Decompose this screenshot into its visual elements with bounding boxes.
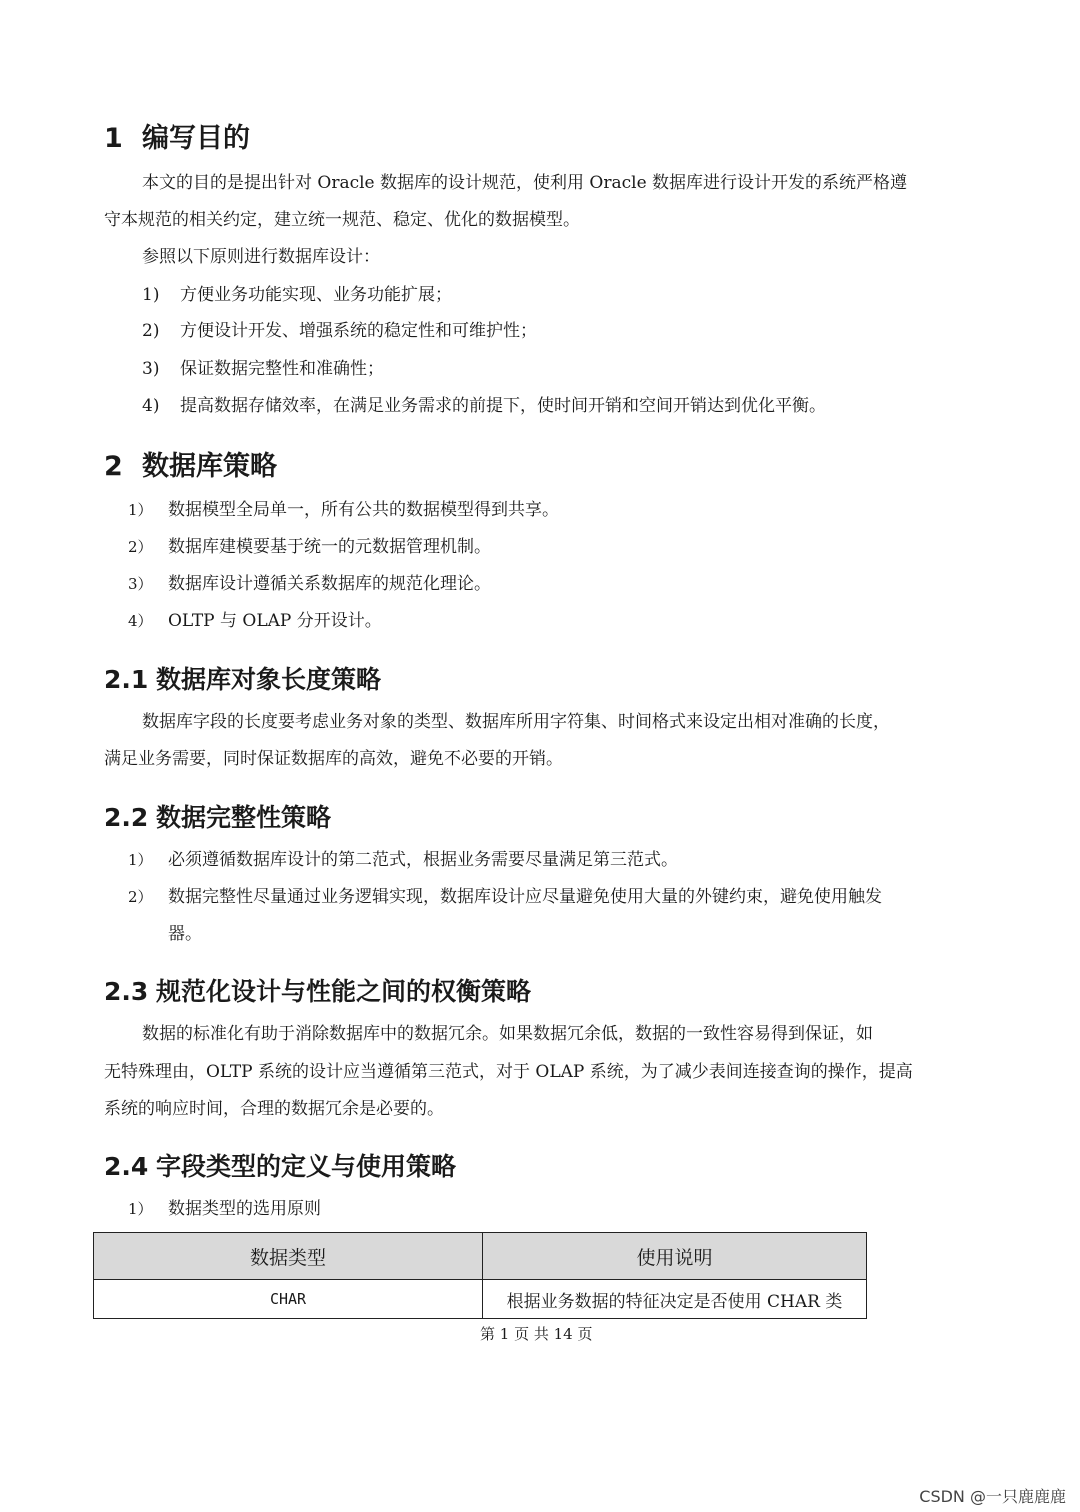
- list-number: 3): [142, 359, 160, 379]
- section-number: 2.3: [104, 977, 149, 1006]
- list-text: 提高数据存储效率，在满足业务需求的前提下，使时间开销和空间开销达到优化平衡。: [180, 396, 826, 416]
- list-text: 数据库设计遵循关系数据库的规范化理论。: [168, 574, 491, 594]
- table-cell: CHAR: [94, 1280, 483, 1319]
- list-number: 1）: [128, 851, 153, 869]
- section-2-heading: [104, 444, 277, 483]
- list-number: 1）: [128, 1200, 153, 1218]
- list-item: [142, 359, 384, 379]
- list-number: 3）: [128, 575, 153, 593]
- paragraph-line: 数据的标准化有助于消除数据库中的数据冗余。如果数据冗余低，数据的一致性容易得到保证，如: [142, 1024, 873, 1044]
- section-number: 2.1: [104, 665, 149, 694]
- section-2-4-heading: [104, 1147, 456, 1183]
- list-item: [128, 850, 678, 870]
- list-text: 必须遵循数据库设计的第二范式，根据业务需要尽量满足第三范式。: [168, 850, 678, 870]
- section-title: 数据库对象长度策略: [156, 665, 382, 694]
- list-number: 4): [142, 396, 160, 416]
- paragraph-line: 数据库字段的长度要考虑业务对象的类型、数据库所用字符集、时间格式来设定出相对准确的长度，: [142, 712, 890, 732]
- paragraph-line: 系统的响应时间，合理的数据冗余是必要的。: [104, 1099, 444, 1119]
- section-title: 数据完整性策略: [156, 803, 332, 832]
- list-item: [142, 396, 826, 416]
- section-title: 数据库策略: [142, 451, 277, 482]
- table-cell: 根据业务数据的特征决定是否使用 CHAR 类: [483, 1280, 867, 1319]
- table-header-cell: 使用说明: [483, 1233, 867, 1280]
- list-item: [128, 500, 559, 520]
- csdn-watermark: CSDN @一只鹿鹿鹿: [919, 1487, 1066, 1506]
- paragraph-line: 本文的目的是提出针对 Oracle 数据库的设计规范，使利用 Oracle 数据库进行设计开发的系统严格遵: [142, 173, 908, 193]
- list-number: 1）: [128, 501, 153, 519]
- table-header-row: [94, 1233, 867, 1280]
- table-row: [94, 1280, 867, 1319]
- section-number: 2.4: [104, 1152, 149, 1181]
- list-text: 方便设计开发、增强系统的稳定性和可维护性；: [180, 321, 537, 341]
- list-text: 方便业务功能实现、业务功能扩展；: [180, 285, 452, 305]
- list-text: 数据模型全局单一，所有公共的数据模型得到共享。: [168, 500, 559, 520]
- paragraph-line: 守本规范的相关约定，建立统一规范、稳定、优化的数据模型。: [104, 210, 580, 230]
- paragraph-line: 满足业务需要，同时保证数据库的高效，避免不必要的开销。: [104, 749, 563, 769]
- section-title: 规范化设计与性能之间的权衡策略: [156, 977, 532, 1006]
- list-item: [128, 574, 491, 594]
- section-number: 2: [104, 451, 123, 482]
- list-text: OLTP 与 OLAP 分开设计。: [168, 611, 382, 631]
- list-item: [142, 321, 537, 341]
- paragraph-line: 参照以下原则进行数据库设计：: [142, 247, 380, 267]
- table-header-cell: 数据类型: [94, 1233, 483, 1280]
- section-title: 编写目的: [142, 123, 250, 154]
- list-number: 2): [142, 321, 160, 341]
- list-text: 数据完整性尽量通过业务逻辑实现，数据库设计应尽量避免使用大量的外键约束，避免使用触发: [168, 887, 882, 907]
- page-footer: 第 1 页 共 14 页: [480, 1325, 593, 1343]
- list-number: 2）: [128, 888, 153, 906]
- data-type-table: [93, 1232, 867, 1319]
- list-number: 4）: [128, 612, 153, 630]
- section-2-3-heading: [104, 972, 531, 1008]
- paragraph-line: 无特殊理由，OLTP 系统的设计应当遵循第三范式，对于 OLAP 系统，为了减少表间连接查询的操作，提高: [104, 1062, 913, 1082]
- list-item: [128, 537, 491, 557]
- list-item: [142, 285, 452, 305]
- section-2-1-heading: [104, 660, 381, 696]
- list-item: [128, 611, 382, 631]
- section-number: 1: [104, 123, 123, 154]
- section-number: 2.2: [104, 803, 149, 832]
- section-1-heading: [104, 116, 250, 155]
- list-item: [128, 887, 882, 907]
- list-item: [128, 1199, 321, 1219]
- section-2-2-heading: [104, 798, 331, 834]
- section-title: 字段类型的定义与使用策略: [156, 1152, 457, 1181]
- list-text: 数据库建模要基于统一的元数据管理机制。: [168, 537, 491, 557]
- list-item-continuation: 器。: [168, 924, 202, 944]
- list-number: 2）: [128, 538, 153, 556]
- list-number: 1): [142, 285, 160, 305]
- list-text: 数据类型的选用原则: [168, 1199, 321, 1219]
- list-text: 保证数据完整性和准确性；: [180, 359, 384, 379]
